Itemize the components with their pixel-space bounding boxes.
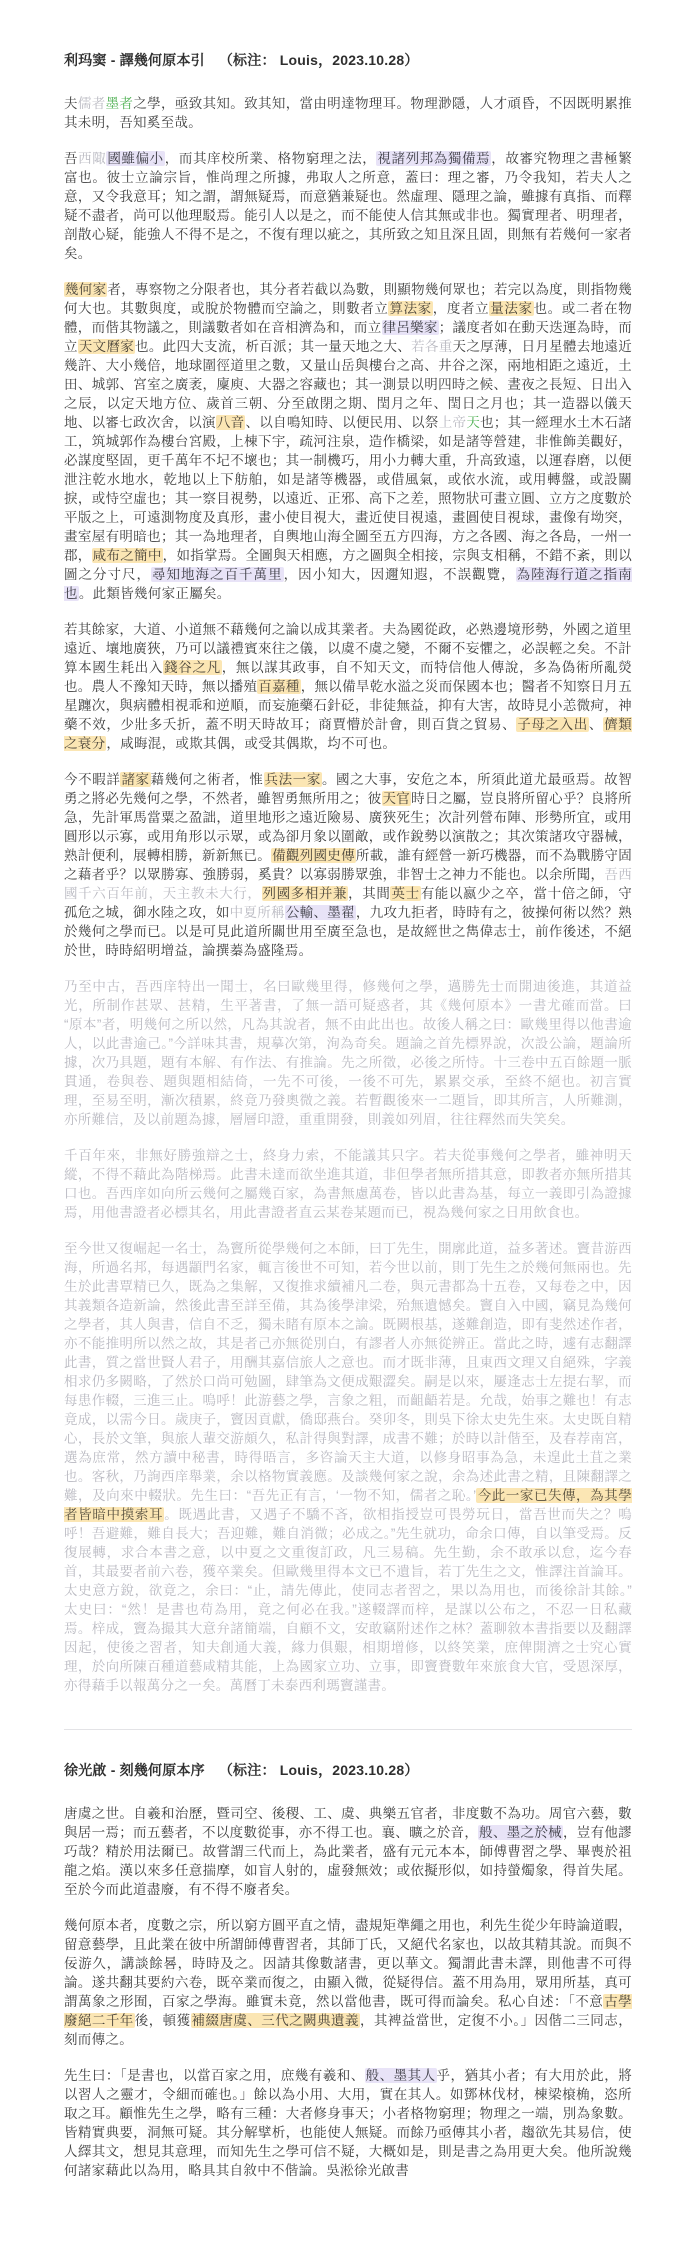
green-text: 天 — [466, 415, 481, 430]
doc-title-annotation: （标注： Louis，2023.10.28） — [218, 1762, 419, 1778]
highlighted-text-yellow: 咸布之簡中 — [92, 548, 162, 563]
paragraph — [64, 1916, 632, 2049]
text-run: 者，專察物之分限者也，其分者若截以為數，則顯物幾何眾也；若完以為度，則指物幾何大也。其數與度，或脫於物體而空論之，則數者立 — [64, 282, 632, 316]
highlighted-text-purple: 視諸列邦為獨備焉 — [377, 151, 491, 166]
highlighted-text-yellow: 列國多相并兼 — [262, 886, 348, 901]
text-run: ，度者立 — [432, 301, 490, 316]
text-run: 乃至中古，吾西庠特出一聞士，名曰歐幾里得，修幾何之學，邁勝先士而開迪後進，其道益光，所制作甚眾、甚精，生平著書，了無一語可疑惑者，其《幾何原本》一書尤確而當。曰“原本”者，明幾何之所以然，凡為其說者，無不由此出也。故後人稱之曰：歐幾里得以他書逾人，以此書逾己。”今詳味其書，規摹次第，洵為奇矣。題論之首先標界說，次設公論，題論所據，次乃具題，題有本解、有作法、有推論。先之所徵，必後之所恃。十三卷中五百餘題一脈貫通，卷與卷、題與題相結倚，一先不可後，一後不可先，累累交承，至終不絕也。初言實理，至易至明，漸次積累，終竟乃發奧微之義。若暫觀後來一二題旨，即其所言，人所難測，亦所難信，及以前題為據，層層印證，重重開發，則義如列眉，往往釋然而失笑矣。 — [64, 979, 632, 1127]
gray-text: 西陬 — [78, 151, 107, 166]
text-run: 天之厚薄，日月星體去地遠近幾許、大小幾倍，地球圍徑道里之數，又量山岳與樓台之高、井谷之深，兩地相距之遠近，土田、城郭、宮室之廣袤，廩庾、大器之容藏也；其一測景以明四時之候、晝夜之長短、日出入之辰，以定天地方位、歲首三朝、分至啟閉之期、閏月之年、閏日之月也；其一造器以儀天地、以審七政次舍，以演 — [64, 339, 632, 430]
paragraph — [64, 94, 632, 132]
text-run: ，故審究物理之書極繁富也。彼士立論宗旨，惟尚理之所據，弗取人之所意，蓋曰：理之審，乃令我知，若夫人之意，又令我意耳；知之謂，謂無疑焉，而意猶兼疑也。然虛理、隱理之論，雖據有真指、而釋疑不盡者，尚可以他理駁焉。能引人以是之，而不能使人信其無或非也。獨實理者、明理者，剖散心疑，能強人不得不是之，不復有理以疵之，其所致之知且深且固，則無有若幾何一家者矣。 — [64, 151, 632, 261]
text-run: ，如指掌焉。全圖與天相應，方之圖與全相接，宗與支相稱，不錯不紊，則以圖之分寸尺， — [64, 548, 632, 582]
highlighted-text-yellow: 算法家 — [389, 301, 432, 316]
text-run: ，無以謀其政事，自不知天文，而特信他人傳說，多為偽術所亂熒也。農人不豫知天時，無以播殖 — [64, 660, 633, 694]
page-title — [64, 50, 632, 70]
title-block — [64, 50, 632, 70]
paragraph — [64, 977, 632, 1129]
text-run: 唐虞之世。自羲和治歷，暨司空、後稷、工、虞、典樂五官者，非度數不為功。周官六藝，數與居一焉；而五藝者，不以度數從事，亦不得工也。襄、曠之於音， — [64, 1806, 632, 1840]
text-run: 也。或二者在物體，而偕其物議之，則議數者如在音相濟為和，而立 — [64, 301, 633, 335]
text-run: 、 — [588, 717, 604, 732]
text-run: 後，頓獲 — [134, 2013, 191, 2028]
text-run: 千百年來，非無好勝強辯之士，終身力索，不能議其只字。若夫從事幾何之學者，雖神明天縱，不得不藉此為階梯焉。此書未達而欲坐進其道，非但學者無所措其意，即教者亦無所措其口也。吾西庠如向所云幾何之屬幾百家，為書無慮萬卷，皆以此書為基，每立一義即引為證據焉，用他書證者必標其名，用此書證者直云某卷某題而已，視為幾何家之日用飲食也。 — [64, 1148, 632, 1220]
text-run: 乎，猶其小者；有大用於此，將以習人之靈才，令細而確也。」餘以為小用、大用，實在其人。如鄧林伐材，棟梁榱桷，恣所取之耳。顧惟先生之學，略有三種：大者修身事天；小者格物窮理；物理之一端，別為象數。皆精實典要，洞無可疑。其分解擘析，也能使人無疑。而餘乃亟傳其小者，趨欲先其易信，使人繹其文，想見其意理，而知先生之學可信不疑，大概如是，則是書之為用更大矣。他所說幾何諸家藉此以為用，略具其自敘中不偕論。吳淞徐光啟書 — [64, 2068, 633, 2178]
highlighted-text-yellow: 今此一家已失傳，為其學者皆暗中摸索耳 — [64, 1488, 632, 1522]
section-ricci-preface — [64, 50, 632, 1695]
highlighted-text-yellow: 百嘉種 — [258, 679, 300, 694]
highlighted-text-yellow: 諸家 — [121, 772, 150, 787]
paragraph — [64, 1239, 632, 1695]
highlighted-text-yellow: 古學廢絕二千年 — [64, 1994, 632, 2028]
section-divider — [64, 1729, 632, 1730]
gray-text: 若各重 — [411, 339, 453, 354]
text-run: ，咸晦混，或欺其偶，或受其偶欺，均不可也。 — [106, 736, 397, 751]
text-run: 先生曰：「是書也，以當百家之用，庶幾有羲和、 — [64, 2068, 365, 2083]
highlighted-text-purple: 律呂樂家 — [382, 320, 438, 335]
text-run: 吾 — [64, 151, 79, 166]
highlighted-text-yellow: 補綴唐虞、三代之闕典遺義 — [191, 2013, 359, 2028]
doc-title-text: 利玛窦 - 譯幾何原本引 — [64, 52, 205, 68]
title-block — [64, 1760, 632, 1780]
text-run: 至今世又復崛起一名士，為竇所從學幾何之本師，曰丁先生，開廓此道，益多著述。竇昔游西海，所過名邦，每遇顓門名家，輒言後世不可知，若今世以前，則丁先生之於幾何無兩也。先生於此書覃精已久，既為之集解，又復推求續補凡二卷，與元書都為十五卷，又每卷之中，因其義類各造新論，然後此書至詳至備，其為後學津梁，殆無遺憾矣。竇自入中國，竊見為幾何之學者，其人與書，信自不乏，獨未睹有原本之論。既闕根基，遂難創造，即有斐然述作者，亦不能推明所以然之故，其是者己亦無從別白，有謬者人亦無從辨正。當此之時，遽有志翻譯此書，質之當世賢人君子，用酬其嘉信旅人之意也。而才既非薄，且東西文理又自絕殊，字義相求仍多闕略，了然於口尚可勉圖，肆筆為文便成艱澀矣。嗣是以來，屢逢志士左提右挈，而每患作輟，三進三止。嗚呼！此游藝之學，言象之粗，而齟齬若是。允哉，始事之難也！有志竟成，以需今日。歲庚子，竇因貢獻，僑邸燕台。癸卯冬，則吳下徐太史先生來。太史既自精心，長於文筆，與旅人輩交游頗久，私計得與對譯，成書不難；於時以計偕至，及春荐南宮，選為庶常，然方讀中秘書，時得晤言，多咨論天主大道，以修身昭事為急，未遑此土苴之業也。客秋，乃詢西庠舉業，余以格物實義應。及談幾何家之說，余為述此書之精，且陳翻譯之難，及向來中輟狀。先生曰：“吾先正有言，‘一物不知，儒者之恥。’ — [64, 1241, 632, 1503]
highlighted-text-purple: 公輸、墨翟 — [285, 905, 355, 920]
highlighted-text-yellow: 天官 — [382, 791, 411, 806]
green-text: 墨者 — [105, 96, 134, 111]
text-run: 也。此四大支流，析百派；其一量天地之大、 — [135, 339, 412, 354]
highlighted-text-purple: 為陸海行道之指南也 — [64, 567, 632, 601]
paragraph — [64, 620, 632, 753]
section-body — [64, 1804, 632, 2180]
text-run: 時日之屬，豈良將所留心乎？良將所急，先計軍馬當粟之盈詘，道里地形之遠近險易、廣狹死生；次計列營布陣、形勢所宜，或用圓形以示寡，或用角形以示眾，或為卻月象以圍敵，或作銳勢以演散之；其次策諸攻守器械，熟計便利，展轉相勝，新新無已。 — [64, 791, 632, 863]
doc-title-text: 徐光啟 - 刻幾何原本序 — [64, 1762, 205, 1778]
text-run: 。國之大事，安危之本，所須此道尤最亟焉。故智勇之將必先幾何之學，不然者，雖智勇無所用之；彼 — [64, 772, 632, 806]
paragraph — [64, 1146, 632, 1222]
highlighted-text-yellow: 兵法一家 — [264, 772, 321, 787]
text-run: 之學，亟致其知。致其知，當由明達物理耳。物理渺隱，人才頑昏，不因既明累推其未明，吾知奚至哉。 — [64, 96, 632, 130]
text-run: ，其裨益當世，定復不小。」因偕二三同志，刻而傳之。 — [64, 2013, 633, 2047]
highlighted-text-yellow: 錢谷之凡 — [164, 660, 221, 675]
section-xu-preface — [64, 1760, 632, 2180]
text-run: 所載，誰有經營一新巧機器，而不為戰勝守固之藉者乎？以眾勝寡、強勝弱，奚貴？以寡弱勝眾強，非智士之神力不能也。以余所聞， — [64, 848, 632, 882]
text-run: 今不暇詳 — [64, 772, 121, 787]
text-run: 幾何原本者，度數之宗，所以窮方圓平直之情，盡規矩準繩之用也，利先生從少年時論道暇，留意藝學，且此業在彼中所謂師傅曹習者，其師丁氏，又絕代名家也，以故其精其說。而與不佞游久，講談餘晷，時時及之。因請其像數諸書，更以華文。獨謂此書未譯，則他書不可得論。遂共翻其要約六卷，既卒業而復之，由顯入微，從疑得信。蓋不用為用，眾用所基，真可謂萬象之形囿，百家之學海。雖實未竟，然以當他書，既可得而論矣。私心自述：「不意 — [64, 1918, 632, 2009]
paragraph — [64, 770, 632, 960]
highlighted-text-yellow: 八音 — [216, 415, 245, 430]
highlighted-text-purple: 般、墨之於械 — [479, 1825, 562, 1840]
highlighted-text-yellow: 量法家 — [490, 301, 533, 316]
gray-text: 吾西國千六百年前，天主教未大行， — [64, 867, 632, 901]
gray-text: 儒者 — [77, 96, 106, 111]
text-run: 。此類皆幾何家正屬矣。 — [78, 586, 231, 601]
highlighted-text-purple: 尋知地海之百千萬里 — [152, 567, 283, 582]
highlighted-text-purple: 國雖偏小 — [107, 151, 164, 166]
highlighted-text-purple: 般、墨其人 — [365, 2068, 436, 2083]
paragraph — [64, 280, 632, 603]
text-run: 、以自鳴知時、以便民用、以祭 — [245, 415, 439, 430]
text-run: ，其間 — [348, 886, 391, 901]
paragraph — [64, 2066, 632, 2180]
highlighted-text-yellow: 備觀列國史傳 — [272, 848, 355, 863]
highlighted-text-yellow: 子母之入出 — [517, 717, 588, 732]
text-run: ；議度者如在動天迭運為時，而立 — [64, 320, 632, 354]
gray-text: 中夏所稱 — [229, 905, 285, 920]
text-run: ，豈有他謬巧哉？精於用法爾已。故嘗謂三代而上，為此業者，盛有元元本本，師傅曹習之學、畢喪於祖龍之焰。漢以來多任意揣摩，如盲人射的，虛發無效；或依擬形似，如持螢燭象，得首失尾。至於今而此道盡廢，有不得不廢者矣。 — [64, 1825, 632, 1897]
doc-title-annotation: （标注： Louis，2023.10.28） — [218, 52, 419, 68]
text-run: ，因小知大，因邇知遐，不誤觀覽， — [283, 567, 516, 582]
paragraph — [64, 149, 632, 263]
paragraph — [64, 1804, 632, 1899]
page-title — [64, 1760, 632, 1780]
section-body — [64, 94, 632, 1695]
highlighted-text-yellow: 儕類之衰分 — [64, 717, 632, 751]
text-run: 有能以嬴少之卒，當十倍之師，守孤危之城，御水陸之攻，如 — [64, 886, 632, 920]
text-run: 藉幾何之術者，惟 — [150, 772, 264, 787]
text-run: ，無以備旱乾水溢之災而保國本也；醫者不知察日月五星躔次，與病體相視乖和逆順，而妄施藥石針砭，非徒無益，抑有大害，故時見小恙微疴，神藥不效，少壯多夭折，蓋不明天時故耳；商賈懵於計會，則百貨之貿易、 — [64, 679, 632, 732]
highlighted-text-yellow: 英士 — [391, 886, 420, 901]
text-run: 若其餘家，大道、小道無不藉幾何之論以成其業者。夫為國從政，必熟邊境形勢，外國之道里遠近、壤地廣狹，乃可以議禮賓來往之儀，以虞不虞之變，不爾不妄懼之，必誤輕之矣。不計算本國生耗出入 — [64, 622, 632, 675]
text-run: 。既遇此書，又遇子不驕不吝，欲相指授豈可畏勞玩日，當吾世而失之？嗚呼！吾避難，難自長大；吾迎難，難自消微；必成之。”先生就功，命余口傳，自以筆受焉。反復展轉，求合本書之意，以中夏之文重復訂政，凡三易稿。先生勤，余不敢承以怠，迄今春首，其最要者前六卷，獲卒業矣。但歐幾里得本文已不遺旨，若丁先生之文，惟譯注首論耳。太史意方銳，欲竟之，余曰：“止，請先傳此，使同志者習之，果以為用也，而後徐計其餘。”太史曰：“然！是書也苟為用，竟之何必在我。”遂輟譯而梓，是謀以公布之，不忍一日私藏焉。梓成，竇為撮其大意弁諸簡端，自顧不文，安敢竊附述作之林？蓋聊敘本書指要以及翻譯因起，使後之習者，知夫創通大義，緣力俱艱，相期增修，以終笑業，庶俾開濟之士究心實理，於向所陳百種道藝咸精其能，上為國家立功、立事，即竇賚數年來旅食大官，受恩深厚，亦得藉手以報萬分之一矣。萬曆丁未泰西利瑪竇謹書。 — [64, 1507, 632, 1693]
gray-text: 上帝 — [438, 415, 467, 430]
text-run: 也；其一經理水土木石諸工，筑城郭作為樓台宮殿，上棟下宇，疏河注泉，造作橋梁，如是諸等營建，非惟飾美觀好，必謀度堅固，更千萬年不圮不壞也；其一制機巧，用小力轉大重，升高致遠，以運舂磨，以便泄注乾水地水，乾地以上下舫舶，如是諸等機器，或借風氣，或依水流，或用轉盤，或設關捩，或恃空虛也；其一察目視勢，以遠近、正邪、高下之差，照物狀可畫立圓、立方之度數於平版之上，可遠測物度及真形，畫小使目視大，畫近使目視遠，畫圓使目視球，畫像有坳突，畫室屋有明暗也；其一為地理者，自輿地山海全圖至五方四海，方之各國、海之各島，一州一郡， — [64, 415, 632, 563]
highlighted-text-yellow: 天文曆家 — [78, 339, 135, 354]
text-run: ，九攻九拒者，時時有之，彼操何術以然？熟於幾何之學而已。以是可見此道所關世用至廣至急也，是故經世之雋偉志士，前作後述，不絕於世，時時紹明增益，論撰蓁為盛隆焉。 — [64, 905, 632, 958]
highlighted-text-yellow: 幾何家 — [65, 282, 107, 297]
text-run: 夫 — [64, 96, 78, 111]
text-run: ，而其庠校所業、格物窮理之法， — [164, 151, 377, 166]
